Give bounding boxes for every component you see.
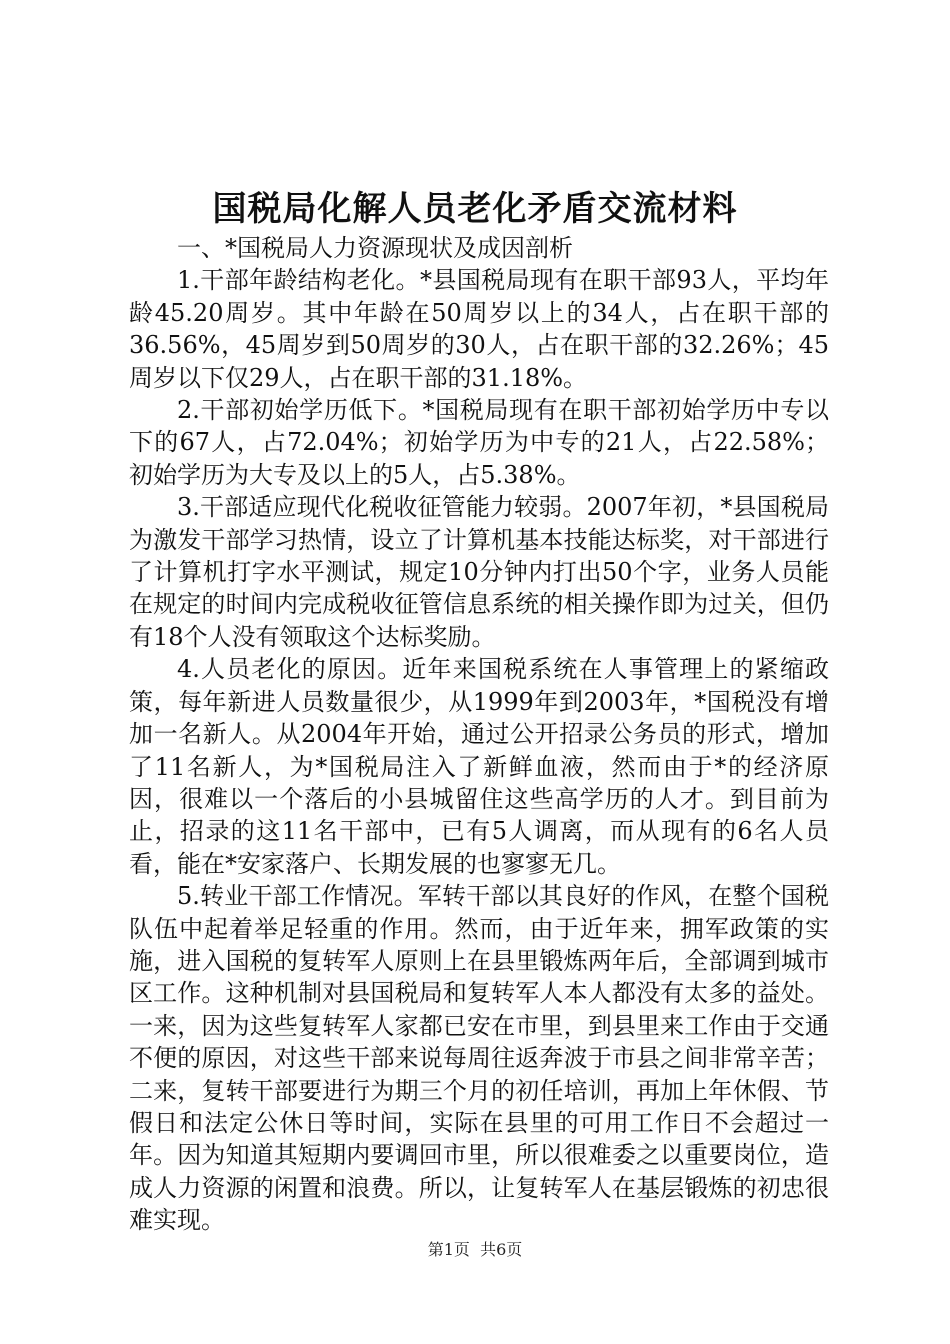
paragraph-5: 5.转业干部工作情况。军转干部以其良好的作风，在整个国税队伍中起着举足轻重的作用。然而，由于近年来，拥军政策的实施，进入国税的复转军人原则上在县里锻炼两年后，全部调到城市区工作。这种机制对县国税局和复转军人本人都没有太多的益处。一来，因为这些复转军人家都已安在市里，到县里来工作由于交通不便的原因，对这些干部来说每周往返奔波于市县之间非常辛苦；二来，复转干部要进行为期三个月的初任培训，再加上年休假、节假日和法定公休日等时间，实际在县里的可用工作日不会超过一年。因为知道其短期内要调回市里，所以很难委之以重要岗位，造成人力资源的闲置和浪费。所以，让复转军人在基层锻炼的初忠很难实现。 [129, 882, 829, 1235]
page-footer [0, 1240, 950, 1260]
paragraph-4: 4.人员老化的原因。近年来国税系统在人事管理上的紧缩政策，每年新进人员数量很少，从1999年到2003年，*国税没有增加一名新人。从2004年开始，通过公开招录公务员的形式，增加了11名新人，为*国税局注入了新鲜血液，然而由于*的经济原因，很难以一个落后的小县城留住这些高学历的人才。到目前为止，招录的这11名干部中，已有5人调离，而从现有的6名人员看，能在*安家落户、长期发展的也寥寥无几。 [129, 655, 829, 878]
page-number: 第1页 [427, 1240, 470, 1259]
document-body [129, 232, 829, 1237]
paragraph-3: 3.干部适应现代化税收征管能力较弱。2007年初，*县国税局为激发干部学习热情，设立了计算机基本技能达标奖，对干部进行了计算机打字水平测试，规定10分钟内打出50个字，业务人员能在规定的时间内完成税收征管信息系统的相关操作即为过关，但仍有18个人没有领取这个达标奖励。 [129, 493, 829, 651]
paragraph-2: 2.干部初始学历低下。*国税局现有在职干部初始学历中专以下的67人，占72.04%；初始学历为中专的21人，占22.58%；初始学历为大专及以上的5人，占5.38%。 [129, 396, 829, 489]
document-title: 国税局化解人员老化矛盾交流材料 [212, 189, 738, 229]
page-total: 共6页 [480, 1240, 523, 1259]
section-heading: 一、*国税局人力资源现状及成因剖析 [177, 234, 573, 262]
paragraph-1: 1.干部年龄结构老化。*县国税局现有在职干部93人，平均年龄45.20周岁。其中年龄在50周岁以上的34人，占在职干部的36.56%，45周岁到50周岁的30人，占在职干部的32.26%；45周岁以下仅29人，占在职干部的31.18%。 [129, 266, 829, 392]
